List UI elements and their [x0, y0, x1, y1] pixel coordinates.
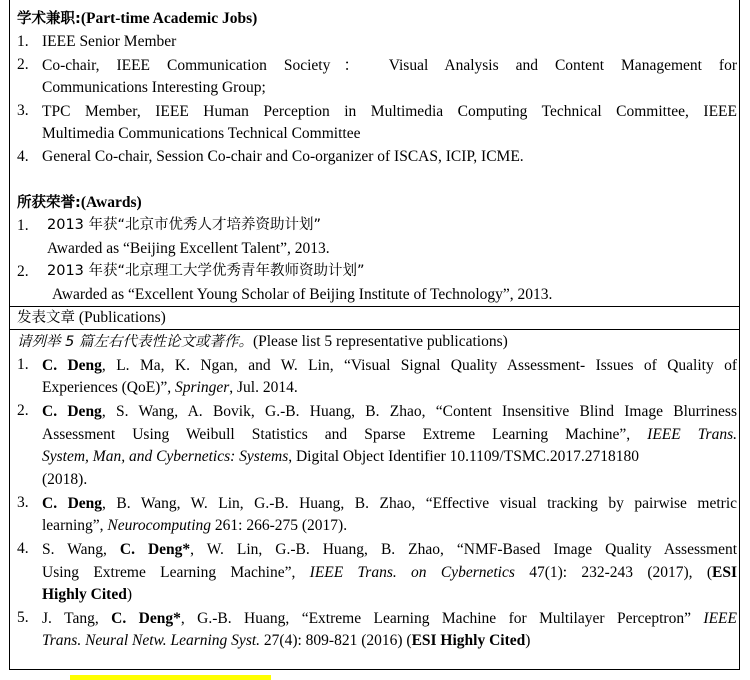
yellow-highlight-mark	[70, 675, 271, 680]
jobs-item-4-number: 4.	[17, 148, 29, 165]
publication-4-line1: S. Wang, C. Deng*, W. Lin, G.-B. Huang, B. Zhao, “NMF-Based Image Quality Assessment	[42, 541, 738, 558]
awards-item-2-number: 2.	[17, 263, 29, 280]
publication-4-line3: Highly Cited)	[42, 586, 132, 603]
publication-2-line3: System, Man, and Cybernetics: Systems, Digital Object Identifier 10.1109/TSMC.2017.2718180	[42, 448, 639, 465]
publication-3-line2: learning”, Neurocomputing 261: 266-275 (2017).	[42, 517, 348, 534]
publication-2-line1: C. Deng, S. Wang, A. Bovik, G.-B. Huang, B. Zhao, “Content Insensitive Blind Image Blurriness	[42, 403, 737, 420]
publication-4-line2: Using Extreme Learning Machine”, IEEE Trans. on Cybernetics 47(1): 232-243 (2017), (ESI	[42, 564, 737, 581]
publications-title: 发表文章 (Publications)	[17, 309, 166, 326]
publication-1-line1: C. Deng, L. Ma, K. Ngan, and W. Lin, “Visual Signal Quality Assessment- Issues of Quality of	[42, 357, 738, 374]
jobs-item-2-line1: Co-chair, IEEE Communication Society： Visual Analysis and Content Management for	[42, 57, 737, 74]
publication-2-line4: (2018).	[42, 471, 88, 488]
publication-1-line2: Experiences (QoE)”, Springer, Jul. 2014.	[42, 379, 298, 396]
jobs-item-1: IEEE Senior Member	[42, 33, 177, 50]
jobs-item-3-line1: TPC Member, IEEE Human Perception in Multimedia Computing Technical Committee, IEEE	[42, 103, 737, 120]
awards-item-2-line1: 2013 年获“北京理工大学优秀青年教师资助计划”	[47, 263, 365, 279]
publication-1-number: 1.	[17, 356, 29, 373]
publication-3-line1: C. Deng, B. Wang, W. Lin, G.-B. Huang, B. Zhao, “Effective visual tracking by pairwise metric	[42, 495, 738, 512]
publication-4-number: 4.	[17, 540, 29, 557]
jobs-item-1-number: 1.	[17, 33, 29, 50]
jobs-heading: 学术兼职:(Part-time Academic Jobs)	[17, 10, 258, 27]
jobs-item-2-line2: Communications Interesting Group;	[42, 79, 266, 96]
publication-3-number: 3.	[17, 494, 29, 511]
jobs-item-4: General Co-chair, Session Co-chair and Co-organizer of ISCAS, ICIP, ICME.	[42, 148, 524, 165]
awards-item-1-line2: Awarded as “Beijing Excellent Talent”, 2013.	[47, 240, 330, 257]
awards-item-2-line2: Awarded as “Excellent Young Scholar of Beijing Institute of Technology”, 2013.	[52, 286, 553, 303]
publication-2-number: 2.	[17, 402, 29, 419]
publication-2-line2: Assessment Using Weibull Statistics and Sparse Extreme Learning Machine”, IEEE Trans.	[42, 426, 737, 443]
awards-heading: 所获荣誉:(Awards)	[17, 194, 142, 211]
jobs-item-2-number: 2.	[17, 56, 29, 73]
jobs-item-3-number: 3.	[17, 102, 29, 119]
awards-item-1-number: 1.	[17, 217, 29, 234]
publications-instruction: 请列举 5 篇左右代表性论文或著作。(Please list 5 representative publications)	[17, 333, 508, 350]
jobs-item-3-line2: Multimedia Communications Technical Committee	[42, 125, 361, 142]
table-divider-bottom	[9, 329, 740, 330]
publication-5-line1: J. Tang, C. Deng*, G.-B. Huang, “Extreme Learning Machine for Multilayer Perceptron” IEEE	[42, 610, 737, 627]
publication-5-number: 5.	[17, 609, 29, 626]
publication-5-line2: Trans. Neural Netw. Learning Syst. 27(4): 809-821 (2016) (ESI Highly Cited)	[42, 632, 531, 649]
awards-item-1-line1: 2013 年获“北京市优秀人才培养资助计划”	[47, 217, 322, 233]
